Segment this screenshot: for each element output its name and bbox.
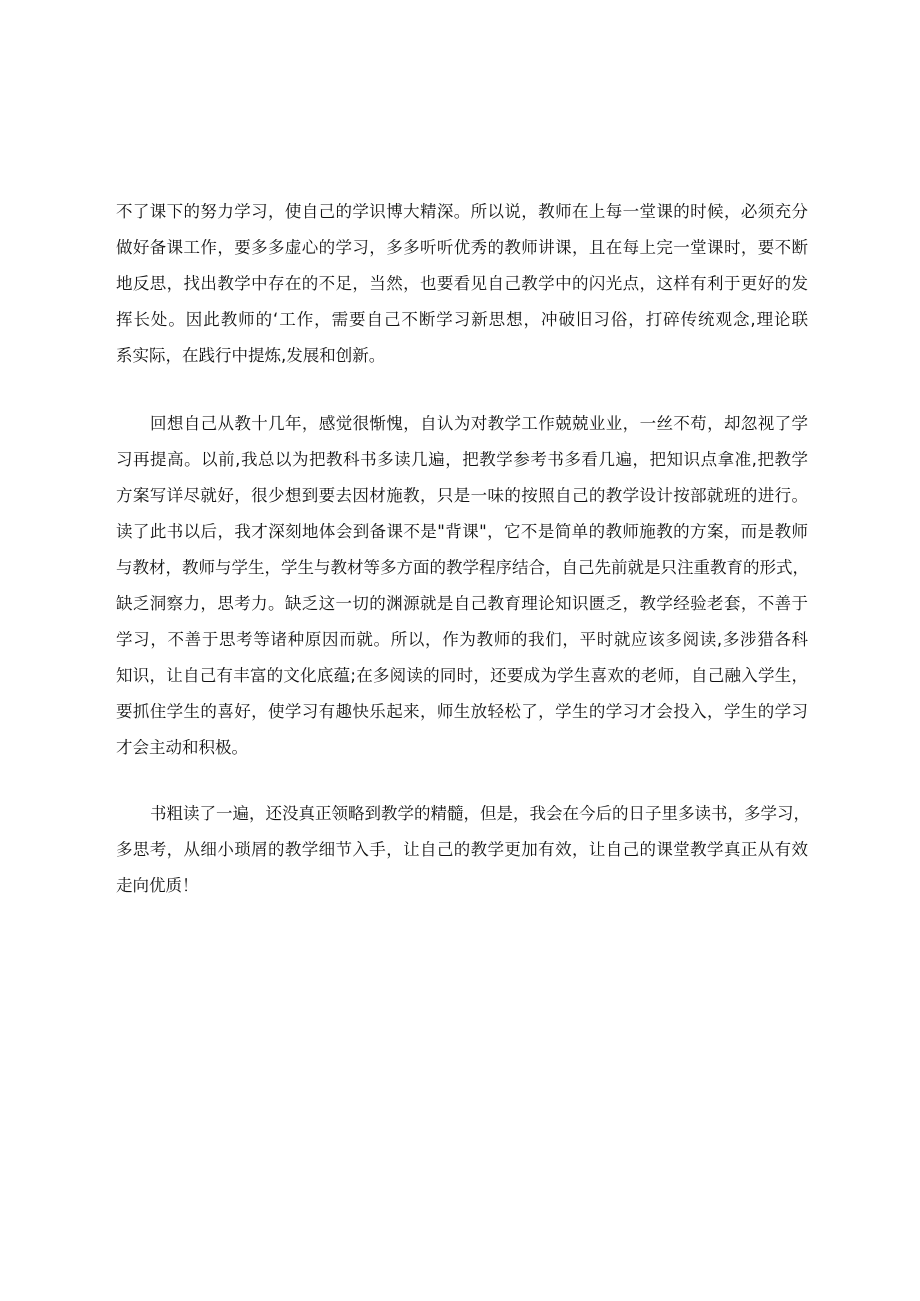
text-line: 要抓住学生的喜好，使学习有趣快乐起来，师生放轻松了，学生的学习才会投入，学生的学习 <box>116 702 808 721</box>
text-line: 系实际，在践行中提炼,发展和创新。 <box>116 346 386 365</box>
text-line: 书粗读了一遍，还没真正领略到教学的精髓，但是，我会在今后的日子里多读书，多学习， <box>150 804 810 823</box>
text-line: 多思考，从细小琐屑的教学细节入手，让自己的教学更加有效，让自己的课堂教学真正从有效 <box>116 840 808 859</box>
text-line: 做好备课工作，要多多虚心的学习，多多听听优秀的教师讲课，且在每上完一堂课时，要不断 <box>116 238 808 257</box>
text-line: 不了课下的努力学习，使自己的学识博大精深。所以说，教师在上每一堂课的时候，必须充分 <box>116 202 808 221</box>
text-line: 习再提高。以前,我总以为把教科书多读几遍，把教学参考书多看几遍，把知识点拿准,把教学 <box>116 450 808 469</box>
text-line: 知识，让自己有丰富的文化底蕴;在多阅读的同时，还要成为学生喜欢的老师，自己融入学生， <box>116 666 808 685</box>
text-line: 方案写详尽就好，很少想到要去因材施教，只是一味的按照自己的教学设计按部就班的进行。 <box>116 486 808 505</box>
paragraph-1 <box>116 194 808 374</box>
text-line: 地反思，找出教学中存在的不足，当然，也要看见自己教学中的闪光点，这样有利于更好的发 <box>116 274 808 293</box>
text-line: 缺乏洞察力，思考力。缺乏这一切的渊源就是自己教育理论知识匮乏，教学经验老套，不善于 <box>116 594 808 613</box>
text-line: 与教材，教师与学生，学生与教材等多方面的教学程序结合，自己先前就是只注重教育的形式， <box>116 558 809 577</box>
text-line: 走向优质！ <box>116 876 199 895</box>
text-line: 回想自己从教十几年，感觉很惭愧，自认为对教学工作兢兢业业，一丝不苟，却忽视了学 <box>150 414 808 433</box>
text-line: 挥长处。因此教师的‘工作，需要自己不断学习新思想，冲破旧习俗，打碎传统观念,理论联 <box>116 310 808 329</box>
paragraph-3 <box>116 796 808 904</box>
text-line: 读了此书以后，我才深刻地体会到备课不是"背课"，它不是简单的教师施教的方案，而是教师 <box>116 522 808 541</box>
text-line: 学习，不善于思考等诸种原因而就。所以，作为教师的我们，平时就应该多阅读,多涉猎各科 <box>116 630 808 649</box>
text-line: 才会主动和积极。 <box>116 738 248 757</box>
paragraph-2 <box>116 406 808 766</box>
